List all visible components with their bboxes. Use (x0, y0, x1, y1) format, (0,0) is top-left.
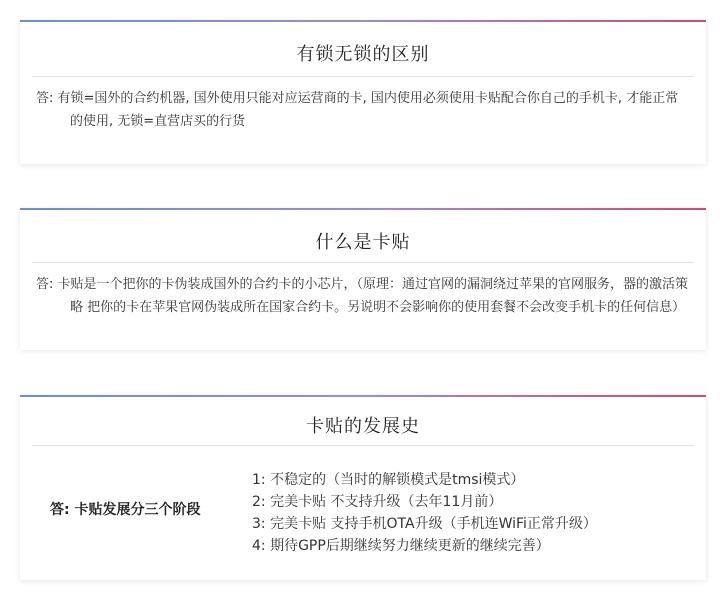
stage-item: 4: 期待GPP后期继续努力继续更新的继续完善） (252, 538, 550, 554)
stages-label: 答: 卡贴发展分三个阶段 (50, 502, 201, 518)
section-title: 卡贴的发展史 (306, 416, 420, 437)
stage-item: 3: 完美卡贴 支持手机OTA升级（手机连WiFi正常升级） (252, 516, 597, 532)
divider (32, 76, 694, 77)
answer-text: 答: 有锁=国外的合约机器, 国外使用只能对应运营商的卡, 国内使用必须使用卡贴配合你自己的手机卡, 才能正常的使用, 无锁=直营店买的行货 (36, 91, 679, 129)
stage-item: 2: 完美卡贴 不支持升级（去年11月前） (252, 494, 503, 510)
accent-bar (20, 20, 706, 22)
section-card-lock-difference (20, 20, 706, 164)
divider (32, 262, 694, 263)
accent-bar (20, 395, 706, 397)
section-title: 什么是卡贴 (315, 232, 411, 253)
stages-block (20, 446, 706, 576)
stage-item: 1: 不稳定的（当时的解锁模式是tmsi模式） (252, 472, 525, 488)
accent-bar (20, 208, 706, 210)
answer-text: 答: 卡贴是一个把你的卡伪装成国外的合约卡的小芯片，（原理：通过官网的漏洞绕过苹果的官网服务，器的激活策略 把你的卡在苹果官网伪装成所在国家合约卡。另说明不会影响你的使用套餐不会改变手机卡的任何信息） (36, 277, 689, 315)
section-title: 有锁无锁的区别 (296, 44, 430, 65)
section-card-what-is-sim-sticker (20, 208, 706, 350)
stage-list (252, 469, 597, 557)
section-card-history (20, 395, 706, 580)
